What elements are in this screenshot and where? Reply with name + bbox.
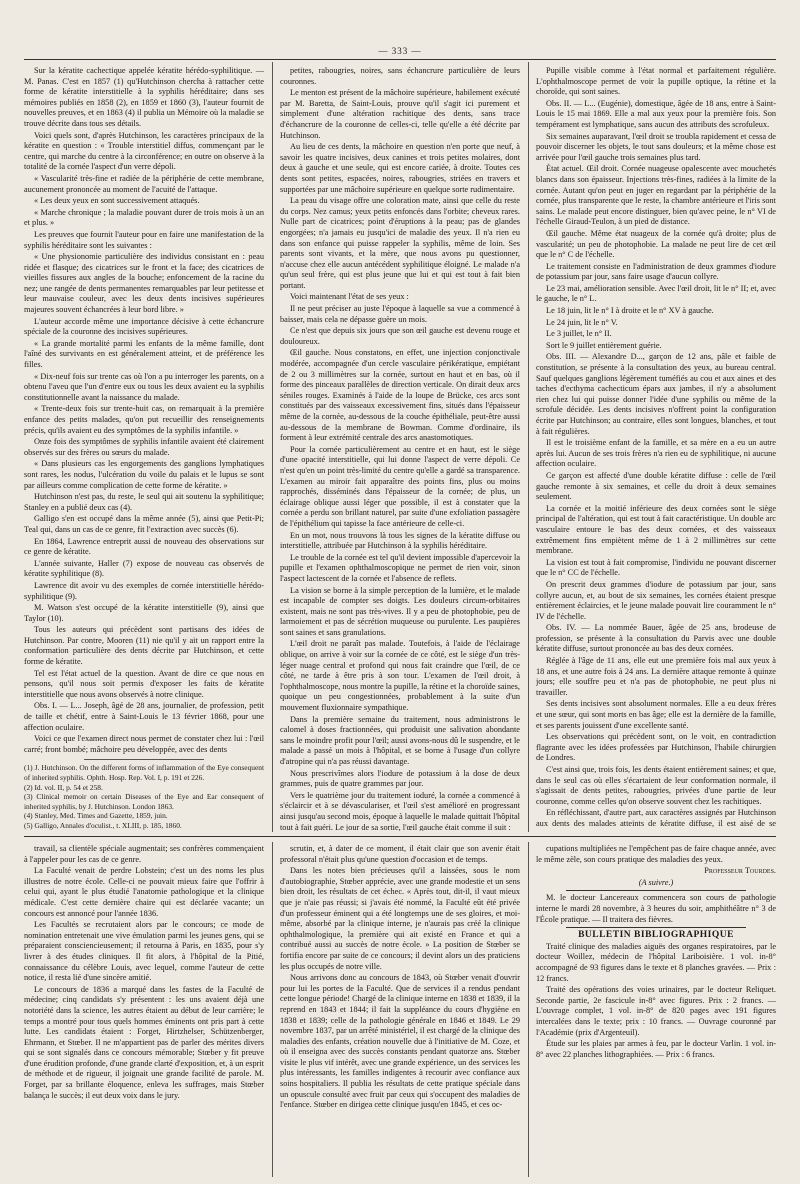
paragraph: En réfléchissant, d'autre part, aux caractères assignés par Hutchinson aux dents des malades atteints de kératite diffuse, il est aisé de se: [536, 808, 776, 828]
bottom-column-3: [536, 844, 776, 1174]
column-1-paragraphs: [24, 66, 264, 755]
paragraph: Six semaines auparavant, l'œil droit se troubla rapidement et cessa de pouvoir discerner les objets, le tout sans douleurs; et la même chose est arrivée pour l'œil gauche trois semaines plus tard.: [536, 131, 776, 162]
paragraph: « Vascularité très-fine et radiée de la périphérie de cette membrane, aucunement prononcée au moment de l'acuité de l'attaque.: [24, 173, 264, 194]
paragraph: Le concours de 1836 a marqué dans les fastes de la Faculté de médecine; cinq candidats s'y présentent : les uns avaient déjà une notoriété dans la science, les autres étaient au début de leur carrière; le temps a montré pour tous quels hommes éminents ont pris part à cette lutte. Les candidats étaient : Forget, Hirtzhelser, Schützenberger, Ehrmann, et Stœber. Il ne m'appartient pas de parler des mérites divers qui se sont signalés dans ce concours mémorable; Stœber y fit preuve d'une érudition profonde, d'une grande clarté d'exposition, et, à un esprit de méthode et de rigueur, il joignait une grande facilité de parole. M. Forget, par sa brillante éloquence, enleva les suffrages, mais Stœber balança le succès; il eut deux voix dans le jury.: [24, 984, 264, 1100]
paragraph: Il est le troisième enfant de la famille, et sa mère en a eu un autre après lui. Aucun de ses trois frères n'a rien eu de syphilitique, ni aucune affection oculaire.: [536, 438, 776, 469]
paragraph: État actuel. Œil droit. Cornée nuageuse opalescente avec mouchetés blancs dans son épaisseur. Injections très-fines, radiées à la limite de la cornée. Autant qu'on peut en juger en regardant par la périphérie de la cornée, plus transparente que le reste, la chambre antérieure et l'iris sont sains. Le malade peut encore distinguer, bien qu'avec peine, le n° VI de l'échelle Giraud-Teulon, à un pied de distance.: [536, 164, 776, 227]
paragraph: (2) Id. vol. II, p. 54 et 258.: [24, 782, 103, 792]
paragraph: Réglée à l'âge de 11 ans, elle eut une première fois mal aux yeux à 18 ans, et une autre fois à 24 ans. La dernière attaque remonte à quinze jours; elle souffre peu et n'a pas de photophobie, ne peut plus ni travailler.: [536, 656, 776, 697]
paragraph: Voici ce que l'examen direct nous permet de constater chez lui : l'œil carré; front bombé; mâchoire peu développée, avec des dents: [24, 734, 264, 754]
paragraph: Pupille visible comme à l'état normal et parfaitement régulière. L'ophthalmoscope permet de voir la pupille optique, la rétine et la choroïde, qui sont saines.: [536, 66, 776, 97]
paragraph: En un mot, nous trouvons là tous les signes de la kératite diffuse ou interstitielle, attribuée par Hutchinson à la syphilis héréditaire.: [280, 530, 520, 551]
paragraph: Sur la kératite cachectique appelée kératite hérédo-syphilitique. — M. Panas. C'est en 1857 (1) qu'Hutchinson chercha à rattacher cette forme de kératite interstitielle à la syphilis héréditaire; dans ses mémoires publiés en 1858 (2), en 1859 et 1860 (3), l'auteur fournit de nouvelles preuves, et en 1863 (4) il publia un Mémoire où la maladie se trouve décrite dans tous ses détails.: [24, 66, 264, 128]
paragraph: Œil gauche. Nous constatons, en effet, une injection conjonctivale modérée, accompagnée d'un cercle vasculaire périkératique, empiétant de 2 ou 3 millimètres sur la cornée, surtout en haut et en bas, où il forme des pinceaux parallèles de direction verticale. On dirait deux arcs séniles rouges. Examinés à l'aide de la loupe de Brücke, ces arcs sont constitués par des vaisseaux excessivement fins, situés dans l'épaisseur même de la cornée, au-dessous de la couche épithéliale, peut-être aussi au-dessous de la membrane de Bowman. Comme d'ordinaire, ils forment à leur extrémité centrale des arcs anastomotiques.: [280, 348, 520, 443]
page-number: — 333 —: [378, 46, 422, 56]
paragraph: L'auteur accorde même une importance décisive à cette échancrure spéciale de la couronne des incisives supérieures.: [24, 316, 264, 337]
column-2: [280, 66, 520, 831]
paragraph: Vers le quatrième jour du traitement ioduré, la cornée a commencé à s'éclaircir et à se dévasculariser, et l'œil s'est amélioré en progressant ainsi jusqu'au second mois, époque à laquelle le malade quittait l'hôpital tout à fait guéri. Le jour de sa sortie, l'œil gauche était comme il suit :: [280, 790, 520, 831]
paragraph: Le 3 juillet, le n° II.: [546, 329, 612, 339]
paragraph: Onze fois des symptômes de syphilis infantile avaient été clairement observés sur des frères ou sœurs du malade.: [24, 437, 264, 457]
signature: Professeur Tourdes.: [704, 866, 776, 876]
paragraph: « Trente-deux fois sur trente-huit cas, on remarquait à la première enfance des petits malades, qu'on put recueillir des renseignements précis, qu'ils avaient eu des symptômes de la syphilis infantile. »: [24, 404, 264, 435]
paragraph: Obs. IV. — La nommée Bauer, âgée de 25 ans, brodeuse de profession, se présente à la consultation du Parvis avec une double kératite diffuse, surtout prononcée au bas des deux cornées.: [536, 623, 776, 654]
paragraph: La vision est tout à fait compromise, l'individu ne pouvant discerner que le n° CC de l'échelle.: [536, 557, 776, 578]
paragraph: travail, sa clientèle spéciale augmentait; ses confrères commençaient à l'appeler pour les cas de ce genre.: [24, 844, 264, 864]
article-stoeber: [24, 844, 776, 1174]
bulletin-items: [536, 942, 776, 1061]
paragraph: « Dix-neuf fois sur trente cas où l'on a pu interroger les parents, on a obtenu l'aveu que l'un d'entre eux ou tous les deux avaient eu la syphilis constitutionnelle avant la naissance du malade.: [24, 371, 264, 402]
paragraph: « Une physionomie particulière des individus consistant en : peau ridée et flasque; des cicatrices sur le front et la face; des cicatrices de vieilles fissures aux angles de la bouche; enfoncement de la racine du nez; une rangée de dents permanentes remarquables par leur petitesse et leur mauvaise couleur, avec les deux dents incisives supérieures majeures souvent échancrées à leur bord libre. »: [24, 252, 264, 315]
paragraph: Ce n'est que depuis six jours que son œil gauche est devenu rouge et douloureux.: [280, 326, 520, 346]
paragraph: M. Watson s'est occupé de la kératite interstitielle (9), ainsi que Taylor (10).: [24, 603, 264, 623]
paragraph: Traité clinique des maladies aiguës des organes respiratoires, par le docteur Woillez, médecin de l'hôpital Lariboisière. 1 vol. in-8° accompagné de 93 figures dans le texte et 8 planches gravées. — Prix : 12 francs.: [536, 941, 776, 983]
paragraph: Le trouble de la cornée est tel qu'il devient impossible d'apercevoir la pupille et l'examen ophthalmoscopique ne permet de rien voir, sinon l'aspect lactescent de la cornée et l'absence de reflets.: [280, 552, 520, 583]
paragraph: (4) Stanley, Med. Times and Gazette, 1859, juin.: [24, 811, 168, 821]
column-2-paragraphs: [280, 66, 520, 831]
bulletin-title: BULLETIN BIBLIOGRAPHIQUE: [578, 930, 734, 941]
paragraph: Œil gauche. Même état nuageux de la cornée qu'à droite; plus de vascularité; un peu de photophobie. La malade ne peut lire de cet œil que le n° C de l'échelle.: [536, 228, 776, 260]
paragraph: cupations multipliées ne l'empêchent pas de faire chaque année, avec le même zèle, son cours pratique des maladies des yeux.: [536, 844, 776, 864]
paragraph: Nous prescrivîmes alors l'iodure de potassium à la dose de deux grammes, puis de quatre grammes par jour.: [280, 768, 520, 789]
paragraph: Ce garçon est affecté d'une double kératite diffuse : celle de l'œil gauche remonte à six semaines, et celle du droit à deux semaines seulement.: [536, 470, 776, 502]
paragraph: scrutin, et, à dater de ce moment, il était clair que son avenir était professoral n'était plus qu'une question d'occasion et de temps.: [280, 844, 520, 864]
top-rule: [24, 59, 776, 60]
paragraph: La cornée et la moitié inférieure des deux cornées sont le siège principal de l'altération, qui est tout à fait caractéristique. Un double arc vasculaire entoure le bas des deux cornées, et des vaisseaux extrêmement fins empiètent même de 1 à 2 millimètres sur cette membrane.: [536, 503, 776, 556]
paragraph: Traité des opérations des voies urinaires, par le docteur Reliquet. Seconde partie, 2e fascicule in-8° avec figures. Prix : 2 francs. — L'ouvrage complet, 1 vol. in-8° de 820 pages avec 191 figures intercalées dans le texte; prix : 10 francs. — Ouvrage couronné par l'Académie (prix d'Argenteuil).: [536, 985, 776, 1037]
notice-rule: [566, 890, 746, 891]
column-1: [24, 66, 264, 831]
bulletin-rule: [566, 927, 746, 928]
paragraph: L'œil droit ne paraît pas malade. Toutefois, à l'aide de l'éclairage oblique, on arrive à voir sur la cornée de ce côté, est le siège d'un très-léger nuage central et profond qui nous fait craindre que l'œil, de ce côté, ne tarde à être pris à son tour. L'examen de l'œil droit, à l'ophthalmoscope, nous montre la pupille, la rétine et la choroïde saines, quoique un peu congestionnées, probablement à la suite d'un mouvement fluxionnaire sympathique.: [280, 639, 520, 713]
paragraph: « La grande mortalité parmi les enfants de la même famille, dont l'aîné des survivants en est généralement atteint, et de préférence les filles.: [24, 338, 264, 370]
paragraph: Hutchinson n'est pas, du reste, le seul qui ait soutenu la syphilitique; Stanley en a publié deux cas (4).: [24, 492, 264, 512]
paragraph: petites, rabougries, noires, sans échancrure particulière de leurs couronnes.: [280, 66, 520, 86]
paragraph: Le 23 mai, amélioration sensible. Avec l'œil droit, lit le n° II; et, avec le gauche, le n° L.: [536, 283, 776, 304]
paragraph: Le 18 juin, lit le n° I à droite et le n° XV à gauche.: [546, 306, 714, 316]
column-1-footnotes: [24, 763, 264, 831]
paragraph: Le menton est présent de la mâchoire supérieure, habilement exécuté par M. Baretta, de Saint-Louis, prouve qu'il s'agit ici purement et simplement d'une altération rachitique des dents, sans trace d'échancrure de la couronne de celles-ci, telle qu'elle a été décrite par Hutchinson.: [280, 88, 520, 140]
paragraph: Lawrence dit avoir vu des exemples de cornée interstitielle hérédo-syphilitique (9).: [24, 580, 264, 601]
paragraph: « Les deux yeux en sont successivement attaqués.: [34, 196, 200, 206]
paragraph: L'année suivante, Haller (7) expose de nouveau cas observés de kératite syphilitique (8).: [24, 558, 264, 579]
bottom-column-1-paragraphs: [24, 844, 264, 1101]
footnote-rule: [84, 759, 204, 760]
paragraph: Au lieu de ces dents, la mâchoire en question n'en porte que neuf, à savoir les quatre incisives, deux canines et trois petites molaires, dont deux à gauche et une seule, qui est encore cariée, à droite. Toutes ces dents sont petites, espacées, noires, rabougries, striées en travers et supportées par une mâchoire supérieure en quelque sorte rudimentaire.: [280, 142, 520, 194]
column-3-paragraphs: [536, 66, 776, 831]
to-be-continued: (A suivre.): [638, 877, 674, 887]
paragraph: Tel est l'état actuel de la question. Avant de dire ce que nous en pensons, qu'il nous soit permis d'exposer les faits de kératite interstitielle que nous avons observés à notre clinique.: [24, 668, 264, 699]
paragraph: Les preuves que fournit l'auteur pour en faire une manifestation de la syphilis héréditaire sont les suivantes :: [24, 229, 264, 250]
paragraph: Les Facultés se recrutaient alors par le concours; ce mode de nomination entretenait une vive émulation parmi les jeunes gens, qui se préparaient consciencieusement; il retourna à Paris, en 1835, pour s'y livrer à des études cliniques. Il fit alors, à l'hôpital de la Pitié, connaissance du célèbre Louis, avec lequel, comme l'auteur de cette notice, il resta lié d'une sincère amitié.: [24, 920, 264, 983]
paragraph: Étude sur les plaies par armes à feu, par le docteur Varlin. 1 vol. in-8° avec 22 planches lithographiées. — Prix : 6 francs.: [536, 1039, 776, 1059]
paragraph: La vision se borne à la simple perception de la lumière, et le malade est incapable de compter ses doigts. Les douleurs circum-orbitaires existent, mais ne sont pas très-vives. Il y a peu de photophobie, peu de larmoiement et pas de sécrétion muqueuse ou purulente. Les paupières sont saines et sans granulations.: [280, 585, 520, 637]
paragraph: Obs. II. — L... (Eugénie), domestique, âgée de 18 ans, entre à Saint-Louis le 15 mai 1869. Elle a mal aux yeux pour la première fois. Son tempérament est lymphatique, sans aucun des attributs des scrofuleux.: [536, 98, 776, 129]
course-notice: M. le docteur Lancereaux commencera son cours de pathologie interne le mardi 28 novembre, à 3 heures du soir, amphithéâtre n° 3 de l'École pratique. — Il traitera des fièvres.: [536, 893, 776, 924]
bottom-column-1: [24, 844, 264, 1174]
paragraph: Nous arrivons donc au concours de 1843, où Stœber venait d'ouvrir pour lui les portes de la Faculté. Que de services il a rendus pendant cette longue période! Chargé de la clinique interne en 1838 et 1839, il la reprend en 1843 et 1844; il fait la suppléance du cours d'hygiène en 1838 et 1839; celle de la pathologie générale en 1846 et 1849. Le 29 novembre 1837, par un arrêté ministériel, il est chargé de la clinique des maladies des enfants, création nouvelle due à l'initiative de M. Coze, et où il enseigna avec des succès constants pendant quatorze ans. Stœber visite le plus vif intérêt, avec une grande expérience, un des services les plus intéressants, les familles indigentes à recourir avec confiance aux soins hospitaliers. Il publia les résultats de cette pratique spéciale dans un opuscule consulté avec fruit par ceux qui s'occupent des maladies de l'enfance. Stœber en dirigea cette clinique jusqu'en 1845, et ces oc-: [280, 973, 520, 1110]
paragraph: Obs. I. — L... Joseph, âgé de 28 ans, journalier, de profession, petit de taille et chétif, entre à Saint-Louis le 13 février 1868, pour une affection oculaire.: [24, 701, 264, 732]
column-3: [536, 66, 776, 831]
paragraph: « Dans plusieurs cas les engorgements des ganglions lymphatiques sont rares, les nodus, l'ulcération du voile du palais et le lupus se sont par ailleurs comme complication de cette forme de kératite. »: [24, 459, 264, 490]
paragraph: (1) J. Hutchinson. On the different forms of inflammation of the Eye consequent of inherited syphilis. Ophth. Hosp. Rep. Vol. I, p. 191 et 226.: [24, 763, 264, 782]
bottom-column-3-paragraphs: [536, 844, 776, 865]
paragraph: Le traitement consiste en l'administration de deux grammes d'iodure de potassium par jour, sans faire usage d'aucun collyre.: [536, 261, 776, 282]
paragraph: Tous les auteurs qui précèdent sont partisans des idées de Hutchinson. Par contre, Mooren (11) nie qu'il y ait un rapport entre la conformation particulière des dents décrite par Hutchinson, et cette forme de kératite.: [24, 625, 264, 667]
paragraph: C'est ainsi que, trois fois, les dents étaient entièrement saines; et que, dans le seul cas où elles s'écartaient de leur conformation normale, il s'agissait de dents petites, rabougries, privées d'une partie de leur couronne, comme celles qu'on observe souvent chez les rachitiques.: [536, 765, 776, 806]
bottom-column-2: [280, 844, 520, 1174]
paragraph: (3) Clinical memoir on certain Diseases of the Eye and Ear consequent of inherited syphilis, by J. Hutchinson. London 1863.: [24, 792, 264, 811]
paragraph: Ses dents incisives sont absolument normales. Elle a eu deux frères et une sœur, qui sont morts en bas âge; elle est la dernière de la famille, et ses parents jouissent d'une excellente santé.: [536, 699, 776, 730]
paragraph: Il ne peut préciser au juste l'époque à laquelle sa vue a commencé à baisser, mais cela ne dépasse guère un mois.: [280, 304, 520, 324]
paragraph: La peau du visage offre une coloration mate, ainsi que celle du reste du corps. Nez camus; yeux petits enfoncés dans l'orbite; cheveux rares. Nulle part de cicatrices; point d'éruptions à la peau; pas de glandes engorgées; n'a jamais eu jusqu'ici de maladie des yeux. Il n'a rien eu dans son enfance qui puisse rappeler la syphilis, même de loin. Ses parents sont vivants, et la mère, que nous avons pu questionner, n'accuse chez elle aucun antécédent syphilitique éloigné. Le malade n'a qu'un seul frère, qui est plus jeune que lui et qui est tout à fait bien portant.: [280, 196, 520, 290]
paragraph: Pour la cornée particulièrement au centre et en haut, est le siège d'une opacité interstitielle, qui lui donne l'aspect de verre dépoli. Ce n'est qu'en un point très-limité du centre qu'elle a gardé sa transparence. L'examen au miroir fait apparaître des points fins, plus ou moins rapprochés, disséminés dans l'épaisseur de la cornée; de plus, un éclairage oblique aussi léger que possible, il est à constater que la cornée a perdu son brillant naturel, par suite d'une exfoliation passagère de l'épithélium qui tapisse la face antérieure de celle-ci.: [280, 444, 520, 528]
middle-rule: [24, 836, 776, 837]
paragraph: Voici maintenant l'état de ses yeux :: [290, 292, 409, 302]
paragraph: Sort le 9 juillet entièrement guérie.: [546, 340, 662, 350]
paragraph: Galligo s'en est occupé dans la même année (5), ainsi que Petit-Pi; Teal qui, dans un cas de ce genre, fit l'extraction avec succès (6).: [24, 514, 264, 534]
paragraph: En 1864, Lawrence entreprit aussi de nouveau des observations sur ce genre de kératite.: [24, 536, 264, 557]
paragraph: Dans les notes bien précieuses qu'il a laissées, sous le nom d'autobiographie, Stœber apprécie, avec une grande modestie et un sens bien droit, les résultats de cet échec. « Après tout, dit-il, il vaut mieux que je n'aie pas réussi; si j'avais été nommé, la Faculté eût été privée d'un professeur éminent qui a été longtemps une de ses gloires, et moi-même, absorbé par la clinique interne, je n'aurais pas créé la clinique ophthalmologique, la première qui ait existé en France et qui a contribué aussi au succès de notre école. » La position de Stœber se fortifia encore par suite de ce concours; il devint alors un des praticiens les plus occupés de notre ville.: [280, 866, 520, 971]
paragraph: « Marche chronique ; la maladie pouvant durer de trois mois à un an et plus. »: [24, 207, 264, 228]
paragraph: (5) Galligo, Annales d'oculist., t. XLIII, p. 185, 1860.: [24, 820, 182, 830]
article-keratite: [24, 66, 776, 831]
paragraph: Le 24 juin, lit le n° V.: [546, 317, 618, 327]
paragraph: Voici quels sont, d'après Hutchinson, les caractères principaux de la kératite en question : « Trouble interstitiel diffus, commençant par le centre, qui marche du centre à la circonférence; en outre on observe à la totalité de la cornée l'aspect d'un verre dépoli.: [24, 130, 264, 172]
paragraph: On prescrit deux grammes d'iodure de potassium par jour, sans collyre aucun, et, au bout de six semaines, les cornées étaient presque entièrement éclaircies, et le jeune malade pouvait lire couramment le n° IV de l'échelle.: [536, 579, 776, 621]
bottom-column-2-paragraphs: [280, 844, 520, 1111]
paragraph: La Faculté venait de perdre Lobstein; c'est un des noms les plus illustres de notre école. Celle-ci ne pouvait mieux faire que l'offrir à celui qui, ayant le plus étudié l'anatomie pathologique et la clinique médicale. C'est cette dernière chaire qui est déclarée vacante; un concours est annoncé pour l'année 1836.: [24, 866, 264, 918]
paragraph: Les observations qui précèdent sont, on le voit, en contradiction flagrante avec les idées professées par Hutchinson, l'habile chirurgien de Londres.: [536, 732, 776, 763]
paragraph: Dans la première semaine du traitement, nous administrons le calomel à doses fractionnées, qui produisit une salivation abondante sans le moindre profit pour l'œil; aussi avons-nous dû le suspendre, et le malade a passé un mois à l'hôpital, et se borne à l'usage d'un collyre d'atropine qui n'a pas réussi davantage.: [280, 714, 520, 766]
paragraph: Obs. III. — Alexandre D..., garçon de 12 ans, pâle et faible de constitution, se présente à la consultation des yeux, au bureau central. Sauf quelques ganglions légèrement tuméfiés au cou et aux aines et des taches d'ecthyma cachecticum épars aux jambes, il n'y a absolument rien chez lui qui puisse donner l'idée d'une syphilis ou même de la scrofule décidée. Les dents incisives n'offrent point la configuration écrite par Hutchinson; au contraire, elles sont longues, blanches, et tout à fait régulières.: [536, 352, 776, 436]
